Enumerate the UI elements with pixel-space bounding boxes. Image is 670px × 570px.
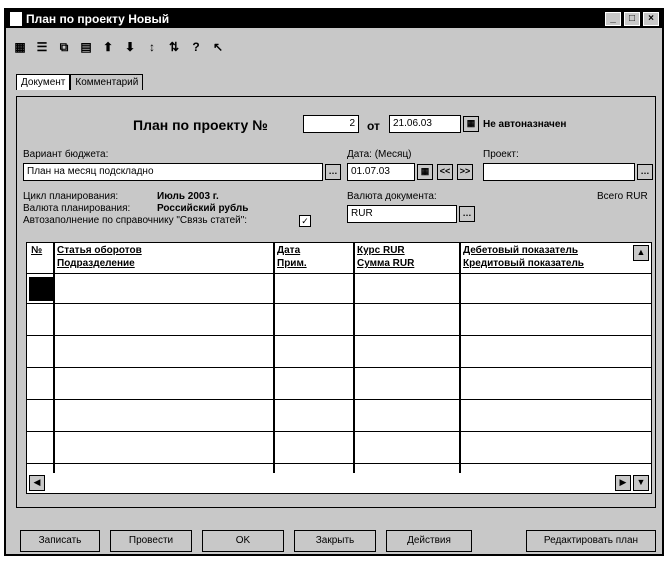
budget-field[interactable]: План на месяц подскладно: [23, 163, 323, 181]
tab-bar: [16, 74, 143, 90]
calendar-button[interactable]: ▦: [463, 116, 479, 132]
col-divider: [273, 243, 275, 473]
sort-desc-icon[interactable]: ⇅: [168, 40, 180, 54]
arrow-up-icon[interactable]: ⬆: [102, 40, 114, 54]
window-title: План по проекту Новый: [26, 12, 170, 26]
prev-month-button[interactable]: <<: [437, 164, 453, 180]
col-number-header[interactable]: №: [31, 245, 43, 256]
title-bar: [6, 10, 662, 28]
scroll-left-button[interactable]: ◀: [29, 475, 45, 491]
doc-currency-select-button[interactable]: …: [459, 206, 475, 222]
budget-select-button[interactable]: …: [325, 164, 341, 180]
tab-document[interactable]: Документ: [16, 74, 70, 90]
arrow-down-icon[interactable]: ⬇: [124, 40, 136, 54]
edit-plan-button[interactable]: Редактировать план: [526, 530, 656, 552]
col-credit-header[interactable]: Кредитовый показатель: [463, 258, 584, 269]
list-icon[interactable]: ☰: [36, 40, 48, 54]
data-grid[interactable]: [26, 242, 652, 494]
print-icon[interactable]: ▤: [80, 40, 92, 54]
record-button[interactable]: Записать: [20, 530, 100, 552]
minimize-button[interactable]: _: [605, 12, 621, 26]
currency-label: Валюта планирования:: [23, 203, 131, 214]
currency-value: Российский рубль: [157, 203, 249, 214]
row-divider: [27, 335, 651, 336]
col-divider: [53, 243, 55, 473]
selected-cell[interactable]: [29, 277, 53, 301]
project-label: Проект:: [483, 149, 519, 160]
col-note-header[interactable]: Прим.: [277, 258, 307, 269]
toolbar: [12, 36, 226, 58]
post-button[interactable]: Провести: [110, 530, 192, 552]
budget-label: Вариант бюджета:: [23, 149, 109, 160]
month-label: Дата: (Месяц): [347, 149, 412, 160]
autofill-checkbox[interactable]: ✓: [299, 215, 311, 227]
row-divider: [27, 463, 651, 464]
pointer-help-icon[interactable]: ↖: [212, 40, 224, 54]
grid-icon[interactable]: ▦: [14, 40, 26, 54]
row-divider: [27, 303, 651, 304]
row-divider: [27, 367, 651, 368]
autofill-label: Автозаполнение по справочнику "Связь статей":: [23, 215, 248, 226]
scroll-down-button[interactable]: ▼: [633, 475, 649, 491]
tab-comment[interactable]: Комментарий: [70, 74, 143, 90]
from-label: от: [367, 119, 380, 133]
copy-icon[interactable]: ⧉: [59, 39, 69, 54]
actions-button[interactable]: Действия: [386, 530, 472, 552]
col-sum-header[interactable]: Сумма RUR: [357, 258, 415, 269]
row-divider: [27, 399, 651, 400]
plan-label: План по проекту №: [133, 117, 268, 133]
close-button[interactable]: ×: [643, 12, 659, 26]
plan-number-field[interactable]: 2: [303, 115, 359, 133]
help-icon[interactable]: ?: [192, 40, 200, 54]
project-select-button[interactable]: …: [637, 164, 653, 180]
row-divider: [27, 273, 651, 274]
col-rate-header[interactable]: Курс RUR: [357, 245, 405, 256]
cycle-value: Июль 2003 г.: [157, 191, 219, 202]
status-label: Не автоназначен: [483, 119, 567, 130]
col-date-header[interactable]: Дата: [277, 245, 301, 256]
doc-currency-field[interactable]: RUR: [347, 205, 457, 223]
next-month-button[interactable]: >>: [457, 164, 473, 180]
date-field[interactable]: 21.06.03: [389, 115, 461, 133]
sort-asc-icon[interactable]: ↕: [149, 40, 155, 54]
close-dialog-button[interactable]: Закрыть: [294, 530, 376, 552]
ok-button[interactable]: OK: [202, 530, 284, 552]
col-article-header[interactable]: Статья оборотов: [57, 245, 142, 256]
month-field[interactable]: 01.07.03: [347, 163, 415, 181]
document-icon: [10, 12, 22, 26]
cycle-label: Цикл планирования:: [23, 191, 119, 202]
scroll-up-button[interactable]: ▲: [633, 245, 649, 261]
total-label: Всего RUR: [597, 191, 648, 202]
maximize-button[interactable]: □: [624, 12, 640, 26]
col-dept-header[interactable]: Подразделение: [57, 258, 135, 269]
month-calendar-button[interactable]: ▦: [417, 164, 433, 180]
scroll-right-button[interactable]: ▶: [615, 475, 631, 491]
col-debit-header[interactable]: Дебетовый показатель: [463, 245, 578, 256]
col-divider: [459, 243, 461, 473]
doc-currency-label: Валюта документа:: [347, 191, 437, 202]
col-divider: [353, 243, 355, 473]
row-divider: [27, 431, 651, 432]
main-window: [4, 8, 664, 556]
project-field[interactable]: [483, 163, 635, 181]
